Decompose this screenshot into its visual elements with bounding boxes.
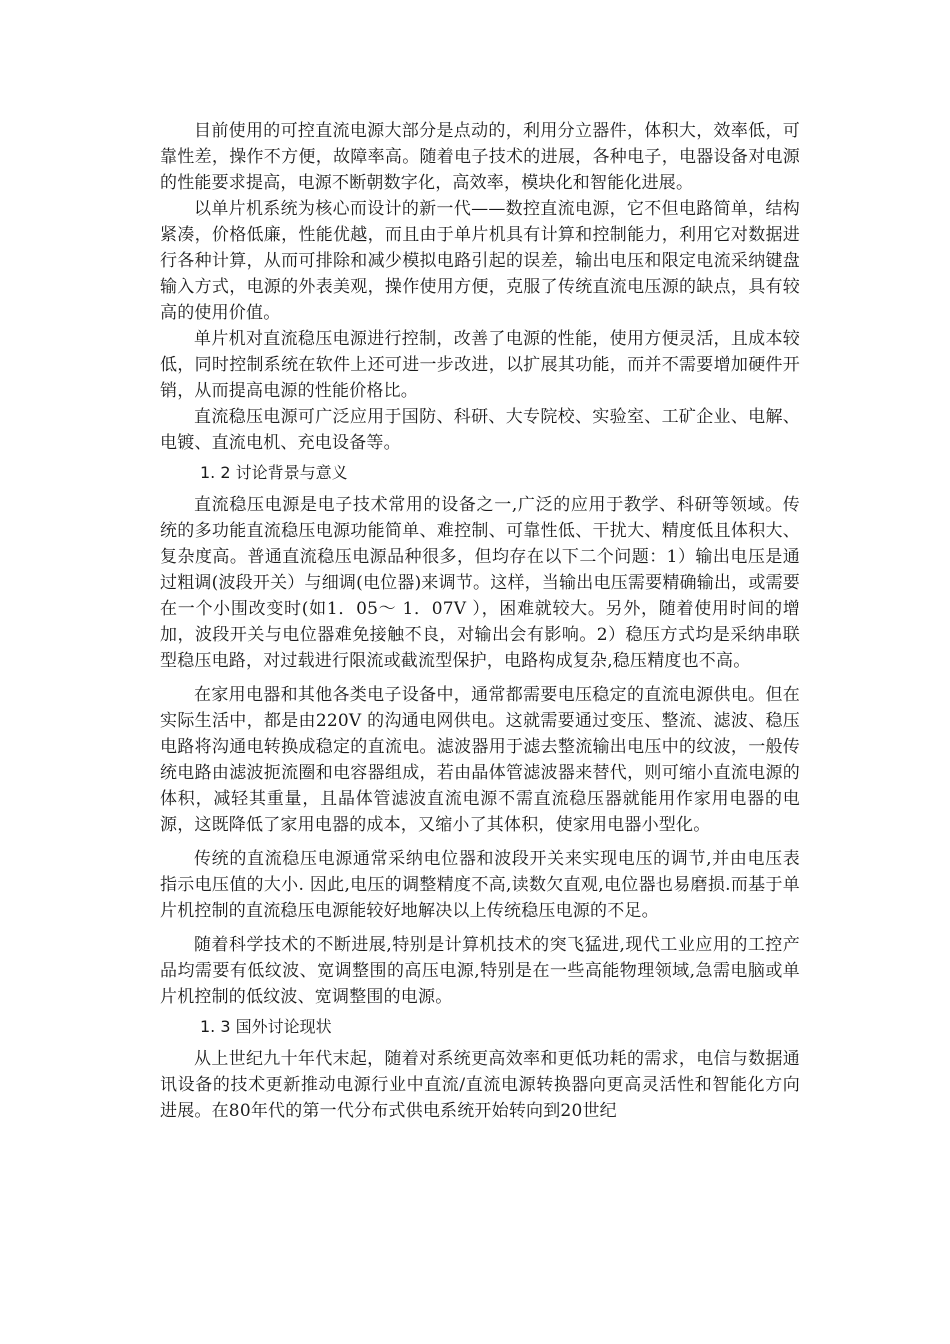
paragraph: 以单片机系统为核心而设计的新一代——数控直流电源，它不但电路简单，结构紧凑，价格低廉，性能优越，而且由于单片机具有计算和控制能力，利用它对数据进行各种计算，从而可排除和减少模拟电路引起的误差，输出电压和限定电流采纳键盘输入方式，电源的外表美观，操作使用方便，克服了传统直流电压源的缺点，具有较高的使用价值。 [160, 199, 800, 323]
paragraph: 随着科学技术的不断进展,特别是计算机技术的突飞猛进,现代工业应用的工控产品均需要有低纹波、宽调整围的高压电源,特别是在一些高能物理领域,急需电脑或单片机控制的低纹波、宽调整围的电源。 [160, 935, 800, 1007]
paragraph: 直流稳压电源可广泛应用于国防、科研、大专院校、实验室、工矿企业、电解、电镀、直流电机、充电设备等。 [160, 407, 800, 453]
document-page [160, 118, 800, 1124]
paragraph: 直流稳压电源是电子技术常用的设备之一,广泛的应用于教学、科研等领域。传统的多功能直流稳压电源功能简单、难控制、可靠性低、干扰大、精度低且体积大、复杂度高。普通直流稳压电源品种很多，但均存在以下二个问题：1）输出电压是通过粗调(波段开关）与细调(电位器)来调节。这样，当输出电压需要精确输出，或需要在一个小围改变时(如1．05～ 1．07V ），困难就较大。另外，随着使用时间的增加，波段开关与电位器难免接触不良，对输出会有影响。2）稳压方式均是采纳串联型稳压电路，对过载进行限流或截流型保护，电路构成复杂,稳压精度也不高。 [160, 495, 800, 671]
paragraph: 目前使用的可控直流电源大部分是点动的，利用分立器件，体积大，效率低，可靠性差，操作不方便，故障率高。随着电子技术的进展，各种电子，电器设备对电源的性能要求提高，电源不断朝数字化，高效率，模块化和智能化进展。 [160, 121, 800, 193]
paragraph: 单片机对直流稳压电源进行控制，改善了电源的性能，使用方便灵活，且成本较低，同时控制系统在软件上还可进一步改进，以扩展其功能，而并不需要增加硬件开销，从而提高电源的性能价格比。 [160, 329, 800, 401]
section-heading: 1. 2 讨论背景与意义 [200, 463, 348, 482]
paragraph: 传统的直流稳压电源通常采纳电位器和波段开关来实现电压的调节,并由电压表指示电压值的大小. 因此,电压的调整精度不高,读数欠直观,电位器也易磨损.而基于单片机控制的直流稳压电源能较好地解决以上传统稳压电源的不足。 [160, 849, 800, 921]
section-heading: 1. 3 国外讨论现状 [200, 1017, 332, 1036]
paragraph: 在家用电器和其他各类电子设备中，通常都需要电压稳定的直流电源供电。但在实际生活中，都是由220V 的沟通电网供电。这就需要通过变压、整流、滤波、稳压电路将沟通电转换成稳定的直流电。滤波器用于滤去整流输出电压中的纹波，一般传统电路由滤波扼流圈和电容器组成，若由晶体管滤波器来替代，则可缩小直流电源的体积，减轻其重量，且晶体管滤波直流电源不需直流稳压器就能用作家用电器的电源，这既降低了家用电器的成本，又缩小了其体积，使家用电器小型化。 [160, 685, 800, 835]
paragraph: 从上世纪九十年代末起，随着对系统更高效率和更低功耗的需求，电信与数据通讯设备的技术更新推动电源行业中直流/直流电源转换器向更高灵活性和智能化方向进展。在80年代的第一代分布式供电系统开始转向到20世纪 [160, 1049, 800, 1121]
